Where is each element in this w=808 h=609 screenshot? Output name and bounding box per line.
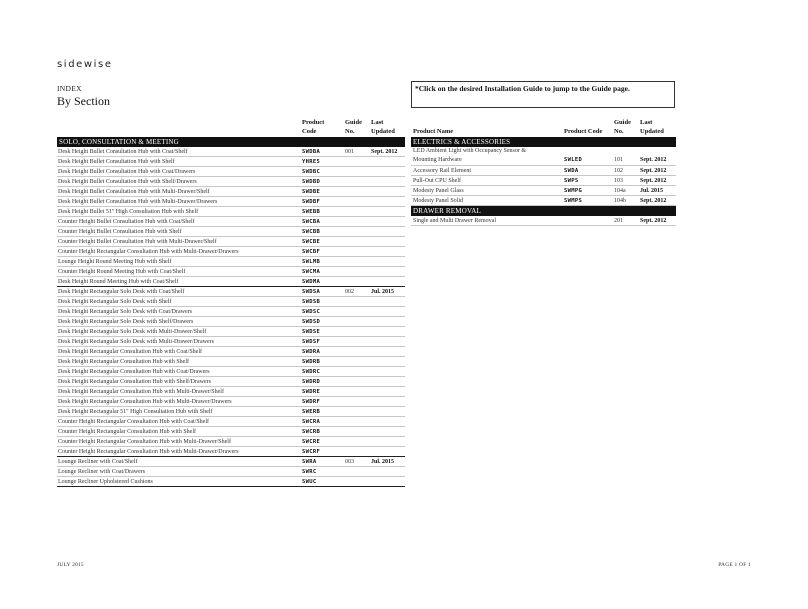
product-name: Counter Height Rectangular Consultation Hub with Multi-Drawer/Shelf <box>58 439 231 445</box>
product-name: Single and Multi Drawer Removal <box>413 218 496 224</box>
index-label: INDEX <box>57 84 82 93</box>
last-updated: Jul. 2015 <box>640 188 664 194</box>
product-code: SWMPS <box>564 198 583 204</box>
product-name: Desk Height Rectangular 51" High Consultation Hub with Shelf <box>58 409 213 415</box>
product-name: Counter Height Round Meeting Hub with Coat/Shelf <box>58 269 186 275</box>
header-product-name: Product Name <box>413 127 454 135</box>
table-row[interactable] <box>57 457 405 467</box>
product-code: SWMPG <box>564 188 583 194</box>
product-name: Desk Height Round Meeting Hub with Coat/Shelf <box>58 279 179 285</box>
product-code: SWDA <box>564 168 579 174</box>
product-code: SWEBB <box>302 209 321 215</box>
product-name: Lounge Recliner with Coat/Shelf <box>58 459 138 465</box>
product-code: SWDRB <box>302 359 321 365</box>
table-row[interactable] <box>57 397 405 407</box>
left-index-table <box>57 118 405 487</box>
product-name: Desk Height Rectangular Solo Desk with Coat/Drawers <box>58 309 192 315</box>
table-row[interactable] <box>57 237 405 247</box>
product-name: Desk Height Rectangular Solo Desk with Shelf <box>58 299 172 305</box>
last-updated: Sept. 2012 <box>640 168 667 174</box>
product-name: Desk Height Rectangular Solo Desk with Multi-Drawer/Shelf <box>58 329 207 335</box>
product-code: SWCBB <box>302 229 321 235</box>
last-updated: Sept. 2012 <box>640 157 667 163</box>
product-code: SWDSF <box>302 339 321 345</box>
product-name: Modesty Panel Solid <box>413 198 464 204</box>
brand-logo: sidewise <box>57 59 113 70</box>
product-code: SWDRE <box>302 389 321 395</box>
product-code: SWERB <box>302 409 321 415</box>
header-product-code: Product Code <box>564 127 603 135</box>
last-updated: Jul. 2015 <box>371 459 395 465</box>
product-code: SWDBC <box>302 169 321 175</box>
product-code: SWCRE <box>302 439 321 445</box>
header-last-updated: Last Updated <box>640 119 664 135</box>
product-name: Accessory Rail Element <box>413 168 471 174</box>
table-row[interactable] <box>57 387 405 397</box>
instruction-note: *Click on the desired Installation Guide to jump to the Guide page. <box>411 81 675 108</box>
table-row[interactable] <box>57 327 405 337</box>
product-code: SWUC <box>302 479 317 485</box>
table-row[interactable] <box>57 347 405 357</box>
product-code: SWRC <box>302 469 317 475</box>
table-row[interactable] <box>57 167 405 177</box>
product-code: SWDRF <box>302 399 321 405</box>
product-code: SWCRA <box>302 419 321 425</box>
table-row[interactable] <box>57 227 405 237</box>
product-name: Desk Height Bullet Consultation Hub with Shelf <box>58 159 175 165</box>
product-name: Lounge Height Round Meeting Hub with Shelf <box>58 259 172 265</box>
header-last-updated: Last Updated <box>371 119 395 135</box>
table-row[interactable] <box>57 177 405 187</box>
guide-number: 103 <box>614 178 623 184</box>
product-name: Lounge Recliner Upholstered Cushions <box>58 479 153 485</box>
product-name: Desk Height Rectangular Solo Desk with Coat/Shelf <box>58 289 185 295</box>
product-code: SWRA <box>302 459 317 465</box>
product-code: SWCMA <box>302 269 321 275</box>
guide-number: 104a <box>614 188 626 194</box>
last-updated: Sept. 2012 <box>371 149 398 155</box>
product-name: Desk Height Rectangular Consultation Hub with Coat/Shelf <box>58 349 202 355</box>
product-name: Counter Height Rectangular Consultation Hub with Multi-Drawer/Drawers <box>58 449 239 455</box>
table-row[interactable] <box>411 176 676 186</box>
left-table-header <box>57 118 405 137</box>
footer-date: JULY 2015 <box>57 562 84 568</box>
product-name: Counter Height Bullet Consultation Hub with Shelf <box>58 229 182 235</box>
section-bar-solo-consultation: SOLO, CONSULTATION & MEETING <box>57 137 405 147</box>
product-code: SWDMA <box>302 279 321 285</box>
table-row[interactable] <box>411 147 676 166</box>
product-name: Desk Height Rectangular Solo Desk with Multi-Drawer/Drawers <box>58 339 214 345</box>
product-code: SWCBA <box>302 219 321 225</box>
table-row[interactable] <box>57 407 405 417</box>
product-code: SWDBA <box>302 149 321 155</box>
product-name: Pull-Out CPU Shelf <box>413 178 462 184</box>
guide-number: 003 <box>345 459 354 465</box>
product-code: YHRE5 <box>302 159 321 165</box>
last-updated: Sept. 2012 <box>640 218 667 224</box>
product-name: Desk Height Rectangular Consultation Hub with Coat/Drawers <box>58 369 210 375</box>
product-name: LED Ambient Light with Occupancy Sensor & Mounting Hardware <box>413 148 526 163</box>
table-row[interactable] <box>57 157 405 167</box>
product-code: SWCBF <box>302 249 321 255</box>
product-code: SWDSC <box>302 309 321 315</box>
product-name: Modesty Panel Glass <box>413 188 464 194</box>
table-row[interactable] <box>57 317 405 327</box>
table-row[interactable] <box>57 267 405 277</box>
product-code: SWDBD <box>302 179 321 185</box>
table-row[interactable] <box>57 477 405 487</box>
table-row[interactable] <box>57 337 405 347</box>
header-product-code: Product Code <box>302 119 325 135</box>
product-code: SWLED <box>564 157 583 163</box>
section-bar: ELECTRICS & ACCESSORIES <box>411 137 676 147</box>
product-code: SWDSB <box>302 299 321 305</box>
page-title: By Section <box>57 94 110 108</box>
product-name: Desk Height Rectangular Consultation Hub with Multi-Drawer/Shelf <box>58 389 224 395</box>
table-row[interactable] <box>57 257 405 267</box>
table-row[interactable] <box>57 367 405 377</box>
last-updated: Sept. 2012 <box>640 198 667 204</box>
product-code: SWDSA <box>302 289 321 295</box>
guide-number: 001 <box>345 149 354 155</box>
table-row[interactable] <box>57 417 405 427</box>
table-row[interactable] <box>57 147 405 157</box>
header-guide-no: Guide No. <box>614 119 631 135</box>
table-row[interactable] <box>57 437 405 447</box>
product-name: Desk Height Bullet Consultation Hub with Coat/Drawers <box>58 169 196 175</box>
table-row[interactable] <box>411 186 676 196</box>
table-row[interactable] <box>57 307 405 317</box>
product-code: SWDRD <box>302 379 321 385</box>
table-row[interactable] <box>57 217 405 227</box>
product-name: Desk Height Rectangular Consultation Hub with Multi-Drawer/Drawers <box>58 399 232 405</box>
table-row[interactable] <box>57 277 405 287</box>
product-name: Counter Height Rectangular Consultation Hub with Coat/Shelf <box>58 419 209 425</box>
product-code: SWPS <box>564 178 579 184</box>
table-row[interactable] <box>411 166 676 176</box>
guide-number: 102 <box>614 168 623 174</box>
table-row[interactable] <box>57 287 405 297</box>
table-row[interactable] <box>57 207 405 217</box>
product-code: SWLMB <box>302 259 321 265</box>
product-code: SWCRF <box>302 449 321 455</box>
guide-number: 101 <box>614 157 623 163</box>
product-name: Desk Height Bullet 51" High Consultation Hub with Shelf <box>58 209 199 215</box>
table-row[interactable] <box>57 377 405 387</box>
right-table-header <box>411 118 676 137</box>
product-name: Desk Height Rectangular Solo Desk with Shelf/Drawers <box>58 319 194 325</box>
product-name: Lounge Recliner with Coat/Drawers <box>58 469 146 475</box>
table-row[interactable] <box>57 357 405 367</box>
product-name: Desk Height Rectangular Consultation Hub with Shelf <box>58 359 189 365</box>
guide-number: 201 <box>614 218 623 224</box>
product-code: SWDSE <box>302 329 321 335</box>
product-name: Desk Height Bullet Consultation Hub with Multi-Drawer/Drawers <box>58 199 218 205</box>
table-row[interactable] <box>57 187 405 197</box>
product-name: Desk Height Bullet Consultation Hub with Shelf/Drawers <box>58 179 197 185</box>
guide-number: 104b <box>614 198 626 204</box>
table-row[interactable] <box>57 297 405 307</box>
right-index-table <box>411 118 676 226</box>
header-guide-no: Guide No. <box>345 119 362 135</box>
product-code: SWDSD <box>302 319 321 325</box>
table-row[interactable] <box>411 196 676 206</box>
table-row[interactable] <box>57 447 405 457</box>
guide-number: 002 <box>345 289 354 295</box>
product-code: SWDRC <box>302 369 321 375</box>
table-row[interactable] <box>57 247 405 257</box>
footer-page-number: PAGE 1 OF 1 <box>718 562 751 568</box>
product-code: SWCBE <box>302 239 321 245</box>
product-code: SWDBE <box>302 189 321 195</box>
product-name: Desk Height Rectangular Consultation Hub with Shelf/Drawers <box>58 379 211 385</box>
product-name: Desk Height Bullet Consultation Hub with Multi-Drawer/Shelf <box>58 189 210 195</box>
product-code: SWCRB <box>302 429 321 435</box>
last-updated: Sept. 2012 <box>640 178 667 184</box>
last-updated: Jul. 2015 <box>371 289 395 295</box>
product-code: SWDRA <box>302 349 321 355</box>
table-row[interactable] <box>57 467 405 477</box>
product-name: Counter Height Bullet Consultation Hub with Multi-Drawer/Shelf <box>58 239 217 245</box>
product-name: Counter Height Bullet Consultation Hub with Coat/Shelf <box>58 219 195 225</box>
product-name: Counter Height Rectangular Consultation Hub with Multi-Drawer/Drawers <box>58 249 239 255</box>
table-row[interactable] <box>57 427 405 437</box>
table-row[interactable] <box>57 197 405 207</box>
section-bar: DRAWER REMOVAL <box>411 206 676 216</box>
product-code: SWDBF <box>302 199 321 205</box>
product-name: Counter Height Rectangular Consultation Hub with Shelf <box>58 429 196 435</box>
product-name: Desk Height Bullet Consultation Hub with Coat/Shelf <box>58 149 188 155</box>
table-row[interactable] <box>411 216 676 226</box>
